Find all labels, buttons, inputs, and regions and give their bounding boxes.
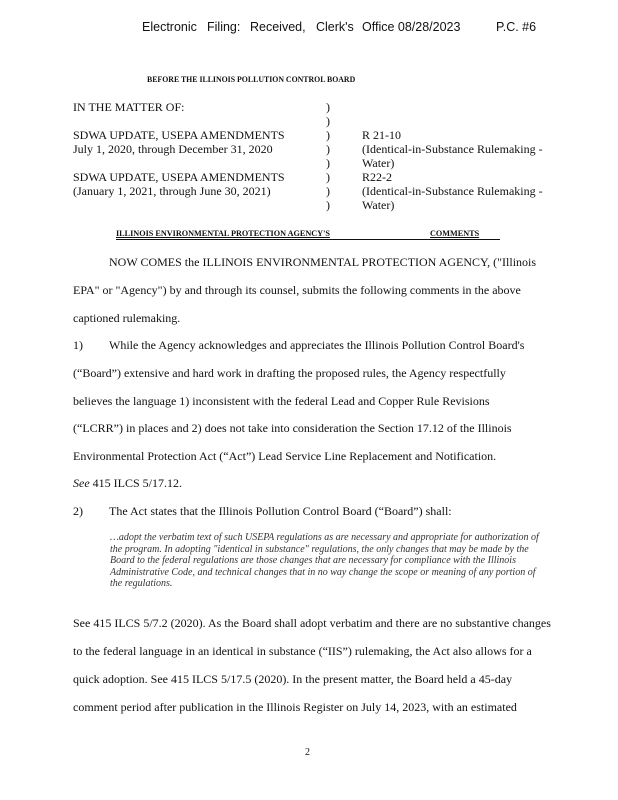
header-received: Received, (250, 20, 306, 34)
doc-heading-agency: ILLINOIS ENVIRONMENTAL PROTECTION AGENCY'S (116, 229, 330, 238)
caption-line-1b: July 1, 2020, through December 31, 2020 (73, 142, 273, 156)
header-office-date: Office 08/28/2023 (362, 20, 461, 34)
para-4-line-4: comment period after publication in the Illinois Register on July 14, 2023, with an estimated (73, 700, 517, 714)
citation-see: See (73, 476, 90, 490)
paren: ) (326, 128, 330, 142)
header-pc-number: P.C. #6 (496, 20, 537, 34)
para-4-line-3: quick adoption. See 415 ILCS 5/17.5 (2020). In the present matter, the Board held a 45-day (73, 672, 513, 686)
docket-r21-10-desc: (Identical-in-Substance Rulemaking - (362, 142, 543, 156)
in-the-matter-label: IN THE MATTER OF: (73, 100, 185, 114)
docket-r21-10-desc-2: Water) (362, 156, 395, 170)
caption-line-1a: SDWA UPDATE, USEPA AMENDMENTS (73, 128, 285, 142)
para-2-number: 1) (73, 338, 83, 352)
para-4-line-1: See 415 ILCS 5/7.2 (2020). As the Board shall adopt verbatim and there are no substantive changes (73, 616, 551, 630)
para-3-line-1: The Act states that the Illinois Pollution Control Board (“Board”) shall: (109, 504, 452, 518)
paren: ) (326, 184, 330, 198)
paren: ) (326, 170, 330, 184)
para-2-line-3: believes the language 1) inconsistent with the federal Lead and Copper Rule Revisions (73, 394, 490, 408)
header-electronic: Electronic (142, 20, 197, 34)
paren: ) (326, 156, 330, 170)
citation-17-12 (73, 476, 182, 491)
para-2-line-1: While the Agency acknowledges and appreciates the Illinois Pollution Control Board's (109, 338, 525, 352)
paren: ) (326, 114, 330, 128)
para-3-number: 2) (73, 504, 83, 518)
para-2-line-2: (“Board”) extensive and hard work in drafting the proposed rules, the Agency respectfully (73, 366, 506, 380)
header-filing: Filing: (207, 20, 241, 34)
page-number: 2 (305, 747, 310, 758)
paren: ) (326, 100, 330, 114)
header-clerks: Clerk's (316, 20, 354, 34)
caption-line-2b: (January 1, 2021, through June 30, 2021) (73, 184, 271, 198)
doc-heading-comments: COMMENTS (430, 229, 480, 238)
docket-r22-2-desc: (Identical-in-Substance Rulemaking - (362, 184, 543, 198)
board-title: BEFORE THE ILLINOIS POLLUTION CONTROL BOARD (147, 74, 356, 84)
para-1-line-1: NOW COMES the ILLINOIS ENVIRONMENTAL PROTECTION AGENCY, ("Illinois (109, 255, 537, 269)
paren: ) (326, 198, 330, 212)
heading-underline (116, 239, 500, 240)
para-2-line-4: (“LCRR”) in places and 2) does not take into consideration the Section 17.12 of the Illinois (73, 421, 512, 435)
citation-ref: 415 ILCS 5/17.12. (89, 476, 182, 490)
para-2-line-5: Environmental Protection Act (“Act”) Lead Service Line Replacement and Notification. (73, 449, 497, 463)
block-quote: …adopt the verbatim text of such USEPA regulations as are necessary and appropriate for authorization of the program. In adopting "identical in substance" regulations, the only changes that may be made by the Board to the federal regulations are those changes that are necessary for compliance with the Illinois Administrative Code, and technical changes that in no way change the scope or meaning of any portion of the regulations. (110, 532, 539, 589)
para-1-line-3: captioned rulemaking. (73, 311, 181, 325)
para-1-line-2: EPA" or "Agency") by and through its counsel, submits the following comments in the above (73, 283, 521, 297)
docket-r22-2-desc-2: Water) (362, 198, 395, 212)
docket-r21-10: R 21-10 (362, 128, 401, 142)
caption-line-2a: SDWA UPDATE, USEPA AMENDMENTS (73, 170, 285, 184)
docket-r22-2: R22-2 (362, 170, 392, 184)
paren: ) (326, 142, 330, 156)
para-4-line-2: to the federal language in an identical in substance (“IIS”) rulemaking, the Act also allows for a (73, 644, 532, 658)
